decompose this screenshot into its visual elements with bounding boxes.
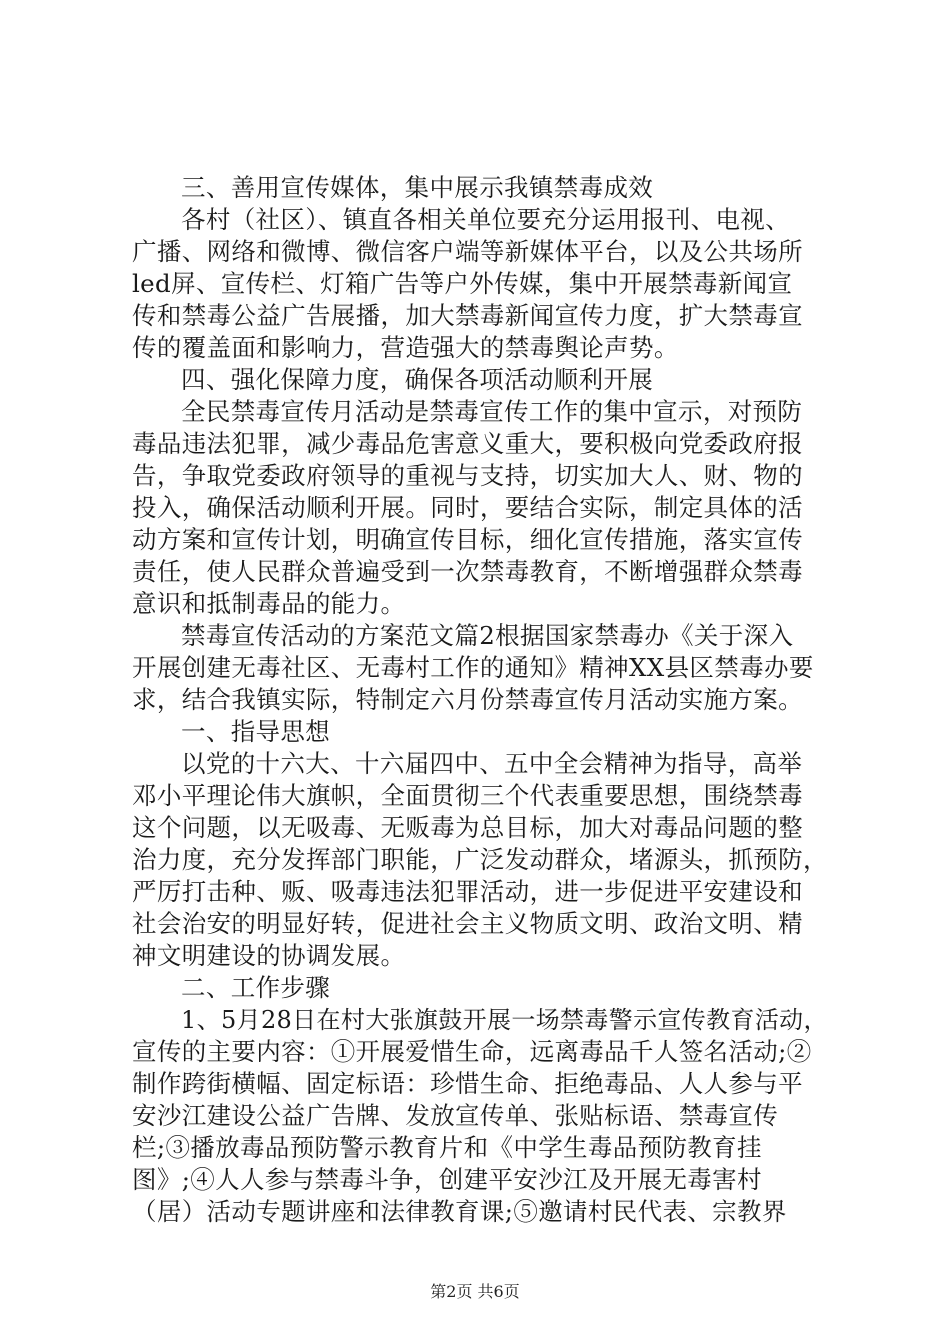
text-line: 治力度，充分发挥部门职能，广泛发动群众，堵源头，抓预防， — [132, 845, 828, 874]
text-line: 以党的十六大、十六届四中、五中全会精神为指导，高举 — [181, 749, 803, 778]
text-line: 安沙江建设公益广告牌、发放宣传单、张贴标语、禁毒宣传 — [132, 1101, 779, 1130]
text-line: 投入，确保活动顺利开展。同时，要结合实际，制定具体的活 — [132, 493, 803, 522]
document-body — [132, 172, 832, 1228]
page-footer: 第2页 共6页 — [430, 1282, 520, 1301]
text-line: 社会治安的明显好转，促进社会主义物质文明、政治文明、精 — [132, 909, 803, 938]
text-line: 开展创建无毒社区、无毒村工作的通知》精神XX县区禁毒办要 — [132, 653, 814, 682]
text-line: led屏、宣传栏、灯箱广告等户外传媒，集中开展禁毒新闻宣 — [132, 269, 793, 298]
text-line: 广播、网络和微博、微信客户端等新媒体平台，以及公共场所 — [132, 237, 803, 266]
text-line: 意识和抵制毒品的能力。 — [132, 589, 406, 618]
text-line: 栏;③播放毒品预防警示教育片和《中学生毒品预防教育挂 — [132, 1133, 762, 1162]
text-line: 责任，使人民群众普遍受到一次禁毒教育，不断增强群众禁毒 — [132, 557, 803, 586]
text-line: 图》;④人人参与禁毒斗争，创建平安沙江及开展无毒害村 — [132, 1165, 762, 1194]
text-line: 求，结合我镇实际，特制定六月份禁毒宣传月活动实施方案。 — [132, 685, 803, 714]
text-line: 毒品违法犯罪，减少毒品危害意义重大，要积极向党委政府报 — [132, 429, 803, 458]
text-line: 严厉打击种、贩、吸毒违法犯罪活动，进一步促进平安建设和 — [132, 877, 803, 906]
text-line: 动方案和宣传计划，明确宣传目标，细化宣传措施，落实宣传 — [132, 525, 803, 554]
text-line: 制作跨街横幅、固定标语：珍惜生命、拒绝毒品、人人参与平 — [132, 1069, 803, 1098]
text-line: 邓小平理论伟大旗帜，全面贯彻三个代表重要思想，围绕禁毒 — [132, 781, 803, 810]
text-line: （居）活动专题讲座和法律教育课;⑤邀请村民代表、宗教界 — [132, 1197, 787, 1226]
text-line: 神文明建设的协调发展。 — [132, 941, 406, 970]
text-line: 宣传的主要内容：①开展爱惜生命，远离毒品千人签名活动;② — [132, 1037, 812, 1066]
text-line: 传的覆盖面和影响力，营造强大的禁毒舆论声势。 — [132, 333, 679, 362]
text-line: 1、5月28日在村大张旗鼓开展一场禁毒警示宣传教育活动， — [181, 1006, 828, 1034]
text-line: 这个问题，以无吸毒、无贩毒为总目标，加大对毒品问题的整 — [132, 813, 803, 842]
section-heading: 四、强化保障力度，确保各项活动顺利开展 — [181, 365, 654, 394]
text-line: 各村（社区）、镇直各相关单位要充分运用报刊、电视、 — [181, 205, 790, 234]
section-heading: 三、善用宣传媒体，集中展示我镇禁毒成效 — [181, 173, 654, 202]
text-line: 传和禁毒公益广告展播，加大禁毒新闻宣传力度，扩大禁毒宣 — [132, 301, 803, 330]
text-line: 全民禁毒宣传月活动是禁毒宣传工作的集中宣示，对预防 — [181, 397, 803, 426]
text-line: 告，争取党委政府领导的重视与支持，切实加大人、财、物的 — [132, 461, 803, 490]
section-heading: 二、工作步骤 — [181, 973, 331, 1002]
section-heading: 一、指导思想 — [181, 717, 331, 746]
text-line: 禁毒宣传活动的方案范文篇2根据国家禁毒办《关于深入 — [181, 621, 794, 650]
